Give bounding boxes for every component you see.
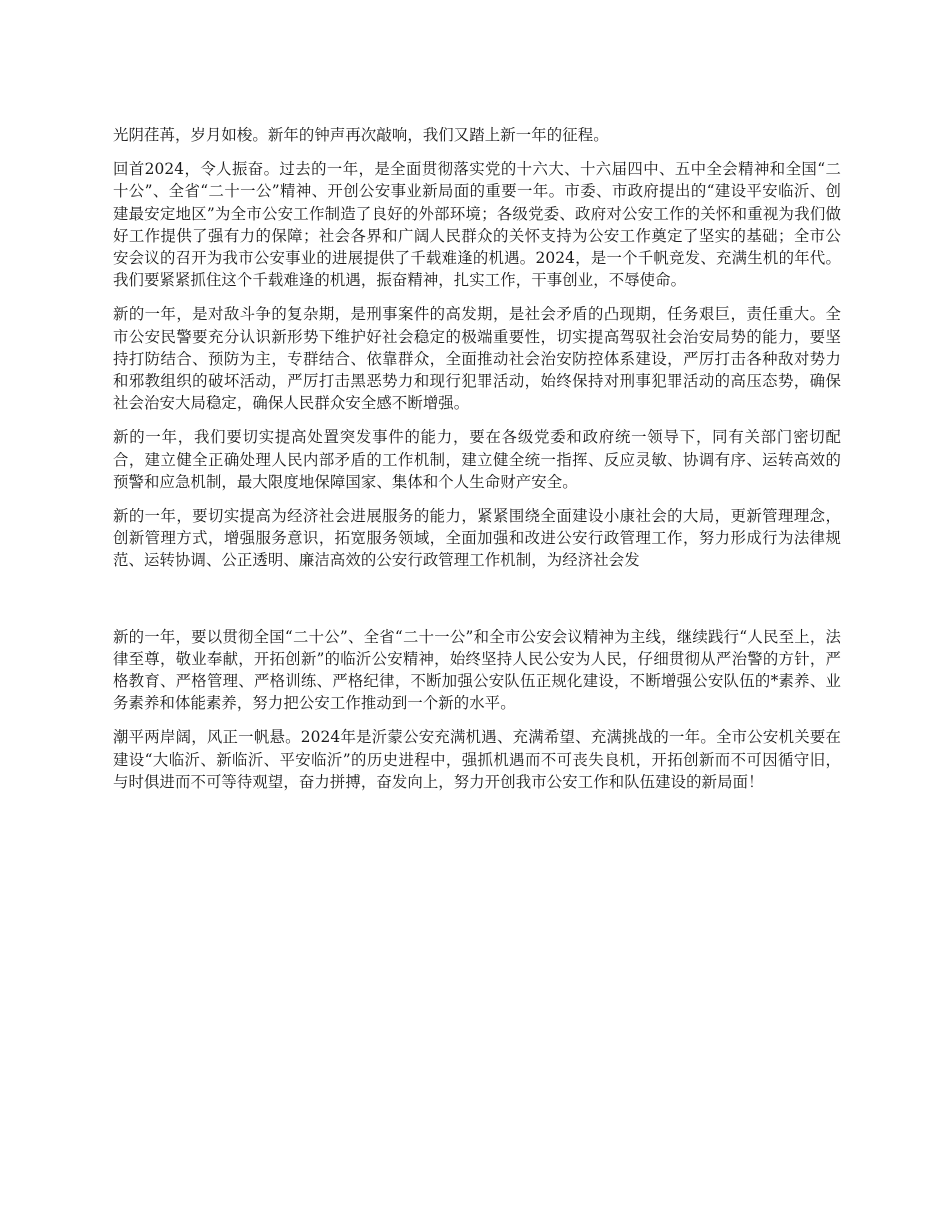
paragraph-team-building: 新的一年，要以贯彻全国“二十公”、全省“二十一公”和全市公安会议精神为主线，继续践行“人民至上，法律至尊，敬业奉献，开拓创新”的临沂公安精神，始终坚持人民公安为人民，仔细贯彻从严治警的方针，严格教育、严格管理、严格训练、严格纪律，不断加强公安队伍正规化建设，不断增强公安队伍的*素养、业务素养和体能素养，努力把公安工作推动到一个新的水平。 xyxy=(113,627,841,713)
paragraph-struggle-period: 新的一年，是对敌斗争的复杂期，是刑事案件的高发期，是社会矛盾的凸现期，任务艰巨，责任重大。全市公安民警要充分认识新形势下维护好社会稳定的极端重要性，切实提高驾驭社会治安局势的能力，要坚持打防结合、预防为主，专群结合、依靠群众，全面推动社会治安防控体系建设，严厉打击各种敌对势力和邪教组织的破坏活动，严厉打击黑恶势力和现行犯罪活动，始终保持对刑事犯罪活动的高压态势，确保社会治安大局稳定，确保人民群众安全感不断增强。 xyxy=(113,305,841,413)
paragraph-review-2024: 回首2024，令人振奋。过去的一年，是全面贯彻落实党的十六大、十六届四中、五中全会精神和全国“二十公”、全省“二十一公”精神、开创公安事业新局面的重要一年。市委、市政府提出的“建设平安临沂、创建最安定地区”为全市公安工作制造了良好的外部环境；各级党委、政府对公安工作的关怀和重视为我们做好工作提供了强有力的保障；社会各界和广阔人民群众的关怀支持为公安工作奠定了坚实的基础；全市公安会议的召开为我市公安事业的进展提供了千载难逢的机遇。2024，是一个千帆竞发、充满生机的年代。我们要紧紧抓住这个千载难逢的机遇，振奋精神，扎实工作，干事创业，不辱使命。 xyxy=(113,160,841,290)
paragraph-closing: 潮平两岸阔，风正一帆悬。2024年是沂蒙公安充满机遇、充满希望、充满挑战的一年。全市公安机关要在建设“大临沂、新临沂、平安临沂”的历史进程中，强抓机遇而不可丧失良机，开拓创新而不可因循守旧，与时俱进而不可等待观望，奋力拼搏，奋发向上，努力开创我市公安工作和队伍建设的新局面！ xyxy=(113,728,841,791)
document-page xyxy=(113,124,841,805)
paragraph-opening: 光阴荏苒，岁月如梭。新年的钟声再次敲响，我们又踏上新一年的征程。 xyxy=(113,126,609,144)
paragraph-economic-service: 新的一年，要切实提高为经济社会进展服务的能力，紧紧围绕全面建设小康社会的大局，更新管理理念，创新管理方式，增强服务意识，拓宽服务领域，全面加强和改进公安行政管理工作，努力形成行为法律规范、运转协调、公正透明、廉洁高效的公安行政管理工作机制，为经济社会发 xyxy=(113,507,841,570)
section-gap xyxy=(113,584,841,626)
paragraph-emergency-handling: 新的一年，我们要切实提高处置突发事件的能力，要在各级党委和政府统一领导下，同有关部门密切配合，建立健全正确处理人民内部矛盾的工作机制，建立健全统一指挥、反应灵敏、协调有序、运转高效的预警和应急机制，最大限度地保障国家、集体和个人生命财产安全。 xyxy=(113,428,841,491)
